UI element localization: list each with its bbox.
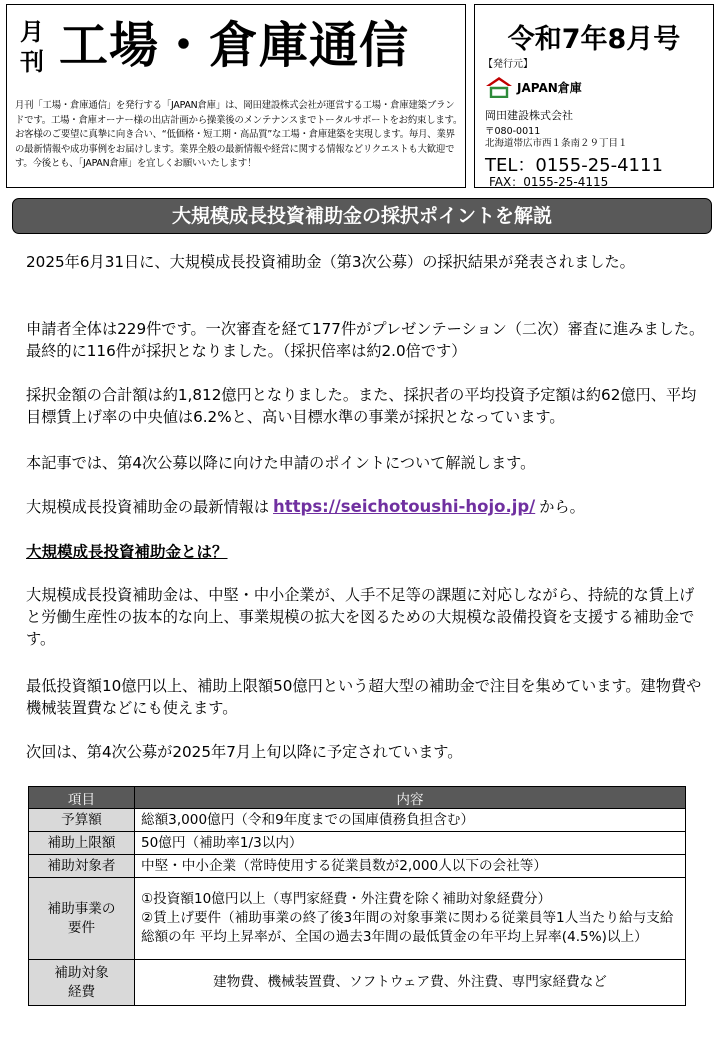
table-row <box>29 878 686 960</box>
latest-info-text: 大規模成長投資補助金の最新情報は <box>26 498 269 516</box>
monthly-mark <box>19 17 45 77</box>
table-header-row <box>29 787 686 809</box>
monthly-mark-char-1: 月 <box>20 18 44 46</box>
row-label-line-1: 補助事業の <box>47 900 116 917</box>
row-label-line-1: 補助対象 <box>54 964 109 981</box>
requirement-wage-increase: ②賃上げ要件（補助事業の終了後3年間の対象事業に関わる従業員等1人当たり給与支給総額の年 平均上昇率が、全国の過去3年間の最低賃金の年平均上昇率(4.5%)以上） <box>141 910 674 945</box>
paragraph-applicants: 申請者全体は229件です。一次審査を経て177件がプレゼンテーション（二次）審査に進みました。最終的に116件が採択となりました。（採択倍率は約2.0倍です） <box>26 320 705 360</box>
newsletter-description: 月刊「工場・倉庫通信」を発行する「JAPAN倉庫」は、岡田建設株式会社が運営する工場・倉庫建築ブランドです。工場・倉庫オーナー様の出店計画から操業後のメンテナンスまでトータルサポートをお約束します。お客様のご要望に真摯に向き合い、“低価格・短工期・高品質”な工場・倉庫建築を実現します。毎月、業界の最新情報や成功事例をお届けします。業界全般の最新情報や経営に関する情報などリクエストも大歓迎です。今後とも、「JAPAN倉庫」を宜しくお願いいたします！ <box>15 100 463 170</box>
row-value: 50億円（補助率1/3以内） <box>135 832 686 855</box>
row-value: 建物費、機械装置費、ソフトウェア費、外注費、専門家経費など <box>135 960 686 1006</box>
phone-number: TEL：0155-25-4111 <box>485 155 663 176</box>
row-value: 中堅・中小企業（常時使用する従業員数が2,000人以下の会社等） <box>135 855 686 878</box>
fax-number: FAX：0155-25-4115 <box>489 175 609 189</box>
article-title-banner: 大規模成長投資補助金の採択ポイントを解説 <box>12 198 712 234</box>
row-label-line-2: 経費 <box>67 983 96 1000</box>
latest-info-suffix: から。 <box>539 498 585 516</box>
subsidy-website-link[interactable]: https://seichotoushi-hojo.jp/ <box>273 497 536 516</box>
row-label-line-2: 要件 <box>67 919 96 936</box>
row-label: 補助対象者 <box>29 855 135 878</box>
table-header-content: 内容 <box>135 787 686 809</box>
monthly-mark-char-2: 刊 <box>20 48 44 76</box>
masthead-box <box>6 4 466 188</box>
table-row <box>29 809 686 832</box>
row-label <box>29 878 135 960</box>
newsletter-title: 工場・倉庫通信 <box>59 17 410 74</box>
warehouse-roof-icon <box>485 76 513 98</box>
issue-date: 令和7年8月号 <box>507 24 681 55</box>
paragraph-latest-info <box>26 496 706 518</box>
table-row <box>29 855 686 878</box>
paragraph-results-announcement: 2025年6月31日に、大規模成長投資補助金（第3次公募）の採択結果が発表されました。 <box>26 253 635 271</box>
paragraph-adoption-amount: 採択金額の合計額は約1,812億円となりました。また、採択者の平均投資予定額は約62億円、平均目標賃上げ率の中央値は6.2%と、高い目標水準の事業が採択となっています。 <box>26 386 697 426</box>
requirement-investment: ①投資額10億円以上（専門家経費・外注費を除く補助対象経費分） <box>141 891 552 907</box>
company-address: 北海道帯広市西１条南２９丁目１ <box>485 138 628 149</box>
publisher-box <box>474 4 714 188</box>
company-name: 岡田建設株式会社 <box>485 109 573 122</box>
row-value <box>135 878 686 960</box>
publisher-label: 【発行元】 <box>483 59 533 70</box>
row-label <box>29 960 135 1006</box>
brand-logo <box>485 75 582 99</box>
subsidy-summary-table <box>28 786 686 1006</box>
section-heading-what-is: 大規模成長投資補助金とは？ <box>26 543 228 561</box>
table-header-item: 項目 <box>29 787 135 809</box>
paragraph-subsidy-scale: 最低投資額10億円以上、補助上限額50億円という超大型の補助金で注目を集めています。建物費や機械装置費などにも使えます。 <box>26 677 702 717</box>
paragraph-article-intro: 本記事では、第4次公募以降に向けた申請のポイントについて解説します。 <box>26 454 536 472</box>
paragraph-next-round: 次回は、第4次公募が2025年7月上旬以降に予定されています。 <box>26 743 463 761</box>
row-label: 補助上限額 <box>29 832 135 855</box>
paragraph-subsidy-overview: 大規模成長投資補助金は、中堅・中小企業が、人手不足等の課題に対応しながら、持続的な賃上げと労働生産性の抜本的な向上、事業規模の拡大を図るための大規模な設備投資を支援する補助金です。 <box>26 586 695 648</box>
table-row <box>29 960 686 1006</box>
postal-code: 〒080-0011 <box>485 126 541 137</box>
row-value: 総額3,000億円（令和9年度までの国庫債務負担含む） <box>135 809 686 832</box>
table-row <box>29 832 686 855</box>
row-label: 予算額 <box>29 809 135 832</box>
brand-logo-text: JAPAN倉庫 <box>517 80 582 95</box>
